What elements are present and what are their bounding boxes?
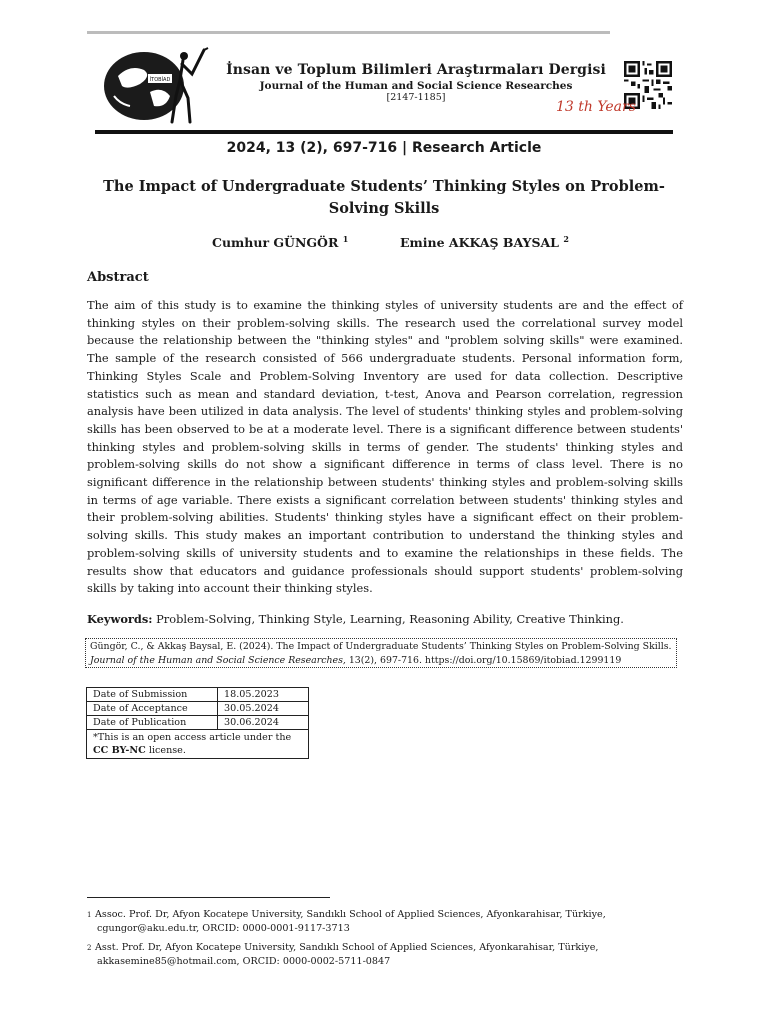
svg-text:İTOBİAD: İTOBİAD: [149, 77, 171, 83]
license-name[interactable]: CC BY-NC: [93, 745, 146, 756]
table-row: Date of Submission 18.05.2023: [87, 688, 309, 702]
anniversary-label: 13 th Years: [556, 99, 636, 115]
top-gray-rule: [87, 31, 610, 34]
citation-doi[interactable]: 13(2), 697-716. https://doi.org/10.15869/itobiad.1299119: [348, 655, 622, 666]
dates-table: [86, 687, 309, 759]
footnote-1: 1 Assoc. Prof. Dr, Afyon Kocatepe University, Sandıklı School of Applied Sciences, Afyonkarahisar, Türkiye, cgungor@aku.edu.tr, ORCID: 0000-0001-9117-3713: [87, 909, 606, 934]
keywords-text: Problem-Solving, Thinking Style, Learning, Reasoning Ability, Creative Thinking.: [156, 612, 624, 626]
footnote-rule: [87, 897, 330, 898]
table-row: Date of Acceptance 30.05.2024: [87, 702, 309, 716]
journal-logo-icon: [100, 46, 212, 124]
keywords-label: Keywords:: [87, 612, 153, 626]
license-row: *This is an open access article under the CC BY-NC license.: [87, 730, 309, 759]
citation-box: Güngör, C., & Akkaş Baysal, E. (2024). The Impact of Undergraduate Students’ Thinking Styles on Problem-Solving Skills. Journal of the Human and Social Science Researches, 13(2), 697-716. https://doi.org/10.15869/itobiad.1299119: [85, 638, 677, 668]
citation-journal: Journal of the Human and Social Science Researches,: [90, 655, 346, 666]
header-rule: [95, 130, 673, 134]
article-title: The Impact of Undergraduate Students’ Thinking Styles on Problem-Solving Skills: [103, 178, 665, 217]
journal-title-english: Journal of the Human and Social Science Researches: [259, 80, 573, 92]
journal-title-turkish: İnsan ve Toplum Bilimleri Araştırmaları Dergisi: [226, 62, 606, 78]
table-row: Date of Publication 30.06.2024: [87, 716, 309, 730]
abstract-heading: Abstract: [87, 270, 149, 285]
abstract-text: The aim of this study is to examine the thinking styles of university students are and the effect of thinking styles on their problem-solving skills. The research used the correlational survey model because the relationship between the "thinking styles" and "problem solving skills" were examined. The sample of the research consisted of 566 undergraduate students. Personal information form, Thinking Styles Scale and Problem-Solving Inventory are used for data collection. Descriptive statistics such as mean and standard deviation, t-test, Anova and Pearson correlation, regression analysis have been utilized in data analysis. The level of students' thinking styles and problem-solving skills has been observed to be at a moderate level. There is a significant difference between students' thinking styles and problem-solving skills in terms of gender. The students' thinking styles and problem-solving skills do not show a significant difference in terms of class level. There is no significant difference in the relationship between students' thinking styles and problem-solving skills in terms of age variable. There exists a significant correlation between students' thinking styles and their problem-solving abilities. Students' thinking styles have a significant effect on their problem-solving skills. This study makes an important contribution to understand the thinking styles and problem-solving skills of university students and to examine the relationships in these fields. The results show that educators and guidance professionals should support students' problem-solving skills by taking into account their thinking styles.: [87, 298, 683, 596]
journal-issn: [2147-1185]: [386, 92, 446, 103]
footnote-2: 2 Asst. Prof. Dr, Afyon Kocatepe University, Sandıklı School of Applied Sciences, Afyonkarahisar, Türkiye, akkasemine85@hotmail.com, ORCID: 0000-0002-5711-0847: [87, 942, 599, 967]
issue-line: 2024, 13 (2), 697-716 | Research Article: [226, 140, 542, 156]
author-2: Emine AKKAŞ BAYSAL $^2$: [400, 233, 569, 250]
keywords: [87, 612, 683, 626]
author-1: Cumhur GÜNGÖR $^1$: [212, 233, 349, 250]
